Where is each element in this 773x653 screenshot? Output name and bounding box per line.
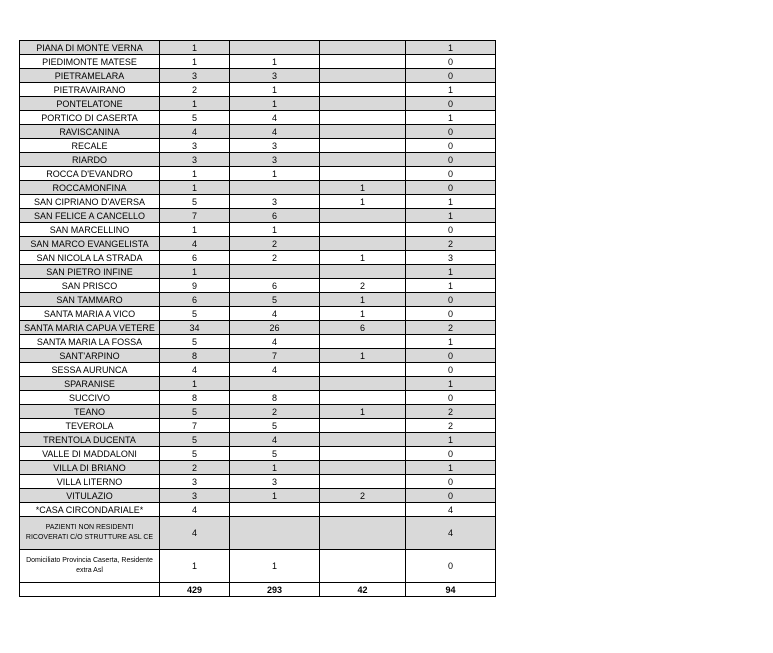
municipality-data-table	[19, 40, 496, 597]
count-cell-c3: 1	[320, 405, 406, 419]
count-cell-c2: 1	[230, 223, 320, 237]
count-cell-c1: 1	[160, 41, 230, 55]
count-cell-c2: 4	[230, 307, 320, 321]
count-cell-c4: 0	[406, 307, 496, 321]
municipality-cell: VALLE DI MADDALONI	[20, 447, 160, 461]
count-cell-c4: 4	[406, 503, 496, 517]
count-cell-c4: 0	[406, 153, 496, 167]
count-cell-c1: 2	[160, 461, 230, 475]
municipality-cell: SESSA AURUNCA	[20, 363, 160, 377]
table-row	[20, 69, 496, 83]
count-cell-c3	[320, 167, 406, 181]
municipality-cell: SPARANISE	[20, 377, 160, 391]
count-cell-c3: 1	[320, 349, 406, 363]
count-cell-c4: 1	[406, 111, 496, 125]
count-cell-c1: 5	[160, 335, 230, 349]
count-cell-c2: 3	[230, 475, 320, 489]
count-cell-c1: 429	[160, 583, 230, 597]
count-cell-c4: 0	[406, 69, 496, 83]
count-cell-c4: 0	[406, 55, 496, 69]
table-row	[20, 335, 496, 349]
municipality-cell: PAZIENTI NON RESIDENTI RICOVERATI C/O STRUTTURE ASL CE	[20, 517, 160, 550]
count-cell-c4: 94	[406, 583, 496, 597]
table-row	[20, 293, 496, 307]
table-row	[20, 433, 496, 447]
municipality-cell: VITULAZIO	[20, 489, 160, 503]
count-cell-c3: 2	[320, 489, 406, 503]
count-cell-c4: 1	[406, 195, 496, 209]
count-cell-c2: 8	[230, 391, 320, 405]
count-cell-c4: 0	[406, 125, 496, 139]
table-row	[20, 307, 496, 321]
table-row	[20, 237, 496, 251]
count-cell-c3	[320, 265, 406, 279]
municipality-cell: RAVISCANINA	[20, 125, 160, 139]
table-row	[20, 550, 496, 583]
municipality-cell: TEANO	[20, 405, 160, 419]
municipality-cell: SAN PRISCO	[20, 279, 160, 293]
municipality-cell: SANTA MARIA A VICO	[20, 307, 160, 321]
table-row	[20, 321, 496, 335]
table-row	[20, 251, 496, 265]
count-cell-c3	[320, 55, 406, 69]
count-cell-c1: 8	[160, 349, 230, 363]
count-cell-c1: 5	[160, 195, 230, 209]
count-cell-c4: 0	[406, 550, 496, 583]
count-cell-c2: 2	[230, 237, 320, 251]
count-cell-c1: 1	[160, 550, 230, 583]
count-cell-c3	[320, 223, 406, 237]
count-cell-c3: 6	[320, 321, 406, 335]
municipality-cell	[20, 583, 160, 597]
count-cell-c1: 3	[160, 139, 230, 153]
count-cell-c3: 2	[320, 279, 406, 293]
count-cell-c2: 3	[230, 195, 320, 209]
municipality-cell: ROCCAMONFINA	[20, 181, 160, 195]
municipality-cell: SAN MARCELLINO	[20, 223, 160, 237]
table-row	[20, 125, 496, 139]
table-row	[20, 517, 496, 550]
count-cell-c1: 6	[160, 251, 230, 265]
count-cell-c4: 1	[406, 377, 496, 391]
count-cell-c2: 3	[230, 69, 320, 83]
table-row	[20, 475, 496, 489]
count-cell-c1: 34	[160, 321, 230, 335]
count-cell-c2: 4	[230, 363, 320, 377]
count-cell-c3: 1	[320, 195, 406, 209]
count-cell-c4: 4	[406, 517, 496, 550]
count-cell-c1: 5	[160, 447, 230, 461]
municipality-cell: SAN NICOLA LA STRADA	[20, 251, 160, 265]
count-cell-c2: 1	[230, 97, 320, 111]
table-row	[20, 209, 496, 223]
count-cell-c4: 0	[406, 363, 496, 377]
count-cell-c4: 2	[406, 321, 496, 335]
count-cell-c4: 1	[406, 41, 496, 55]
table-row	[20, 419, 496, 433]
count-cell-c2: 6	[230, 279, 320, 293]
municipality-cell: SAN MARCO EVANGELISTA	[20, 237, 160, 251]
count-cell-c1: 3	[160, 475, 230, 489]
count-cell-c3	[320, 237, 406, 251]
count-cell-c3	[320, 475, 406, 489]
count-cell-c1: 3	[160, 489, 230, 503]
municipality-cell: SAN CIPRIANO D'AVERSA	[20, 195, 160, 209]
count-cell-c1: 1	[160, 55, 230, 69]
count-cell-c2: 1	[230, 489, 320, 503]
count-cell-c4: 0	[406, 349, 496, 363]
count-cell-c1: 8	[160, 391, 230, 405]
count-cell-c2: 293	[230, 583, 320, 597]
count-cell-c3	[320, 503, 406, 517]
count-cell-c1: 5	[160, 405, 230, 419]
table-row	[20, 349, 496, 363]
count-cell-c1: 4	[160, 363, 230, 377]
table-row	[20, 223, 496, 237]
count-cell-c1: 3	[160, 69, 230, 83]
count-cell-c3	[320, 209, 406, 223]
count-cell-c1: 1	[160, 377, 230, 391]
count-cell-c4: 0	[406, 181, 496, 195]
count-cell-c3	[320, 447, 406, 461]
count-cell-c2	[230, 181, 320, 195]
count-cell-c3	[320, 41, 406, 55]
count-cell-c2: 4	[230, 433, 320, 447]
municipality-cell: PIETRAVAIRANO	[20, 83, 160, 97]
count-cell-c2: 4	[230, 335, 320, 349]
count-cell-c4: 1	[406, 433, 496, 447]
count-cell-c3	[320, 111, 406, 125]
count-cell-c3	[320, 139, 406, 153]
count-cell-c3	[320, 377, 406, 391]
count-cell-c1: 7	[160, 209, 230, 223]
count-cell-c4: 0	[406, 167, 496, 181]
count-cell-c3	[320, 550, 406, 583]
count-cell-c3	[320, 391, 406, 405]
municipality-cell: SANT'ARPINO	[20, 349, 160, 363]
count-cell-c4: 1	[406, 83, 496, 97]
municipality-cell: SAN PIETRO INFINE	[20, 265, 160, 279]
count-cell-c1: 5	[160, 307, 230, 321]
table-row	[20, 461, 496, 475]
municipality-cell: VILLA DI BRIANO	[20, 461, 160, 475]
count-cell-c3	[320, 83, 406, 97]
municipality-cell: PONTELATONE	[20, 97, 160, 111]
count-cell-c1: 3	[160, 153, 230, 167]
count-cell-c3: 1	[320, 181, 406, 195]
municipality-cell: PIANA DI MONTE VERNA	[20, 41, 160, 55]
count-cell-c2: 2	[230, 405, 320, 419]
count-cell-c3	[320, 517, 406, 550]
count-cell-c1: 6	[160, 293, 230, 307]
count-cell-c1: 4	[160, 125, 230, 139]
table-row	[20, 139, 496, 153]
table-row	[20, 83, 496, 97]
count-cell-c3: 1	[320, 307, 406, 321]
count-cell-c1: 1	[160, 97, 230, 111]
count-cell-c2: 3	[230, 153, 320, 167]
count-cell-c1: 5	[160, 111, 230, 125]
table-row	[20, 181, 496, 195]
count-cell-c4: 0	[406, 97, 496, 111]
table-row	[20, 167, 496, 181]
table-row	[20, 279, 496, 293]
count-cell-c1: 1	[160, 167, 230, 181]
count-cell-c4: 0	[406, 489, 496, 503]
count-cell-c1: 4	[160, 237, 230, 251]
municipality-cell: RIARDO	[20, 153, 160, 167]
count-cell-c2	[230, 41, 320, 55]
count-cell-c3: 1	[320, 251, 406, 265]
count-cell-c3	[320, 363, 406, 377]
table-body	[20, 41, 496, 597]
count-cell-c4: 1	[406, 461, 496, 475]
table-row	[20, 153, 496, 167]
count-cell-c4: 0	[406, 293, 496, 307]
table-row	[20, 111, 496, 125]
table-row	[20, 55, 496, 69]
count-cell-c4: 0	[406, 139, 496, 153]
count-cell-c3	[320, 125, 406, 139]
count-cell-c2: 6	[230, 209, 320, 223]
count-cell-c2: 1	[230, 550, 320, 583]
count-cell-c2: 1	[230, 167, 320, 181]
table-row	[20, 405, 496, 419]
table-row	[20, 583, 496, 597]
municipality-cell: ROCCA D'EVANDRO	[20, 167, 160, 181]
count-cell-c2: 3	[230, 139, 320, 153]
count-cell-c3	[320, 69, 406, 83]
count-cell-c1: 1	[160, 265, 230, 279]
count-cell-c1: 4	[160, 503, 230, 517]
count-cell-c4: 2	[406, 419, 496, 433]
count-cell-c3: 42	[320, 583, 406, 597]
count-cell-c3	[320, 153, 406, 167]
municipality-cell: *CASA CIRCONDARIALE*	[20, 503, 160, 517]
count-cell-c3	[320, 97, 406, 111]
count-cell-c2: 2	[230, 251, 320, 265]
municipality-cell: SANTA MARIA CAPUA VETERE	[20, 321, 160, 335]
table-row	[20, 195, 496, 209]
count-cell-c4: 2	[406, 237, 496, 251]
count-cell-c4: 0	[406, 447, 496, 461]
count-cell-c1: 9	[160, 279, 230, 293]
count-cell-c2	[230, 265, 320, 279]
table-row	[20, 265, 496, 279]
count-cell-c2: 1	[230, 55, 320, 69]
count-cell-c2: 5	[230, 447, 320, 461]
municipality-cell: SANTA MARIA LA FOSSA	[20, 335, 160, 349]
municipality-cell: RECALE	[20, 139, 160, 153]
count-cell-c2	[230, 377, 320, 391]
count-cell-c2: 1	[230, 83, 320, 97]
count-cell-c2: 4	[230, 111, 320, 125]
count-cell-c2: 4	[230, 125, 320, 139]
table-row	[20, 503, 496, 517]
count-cell-c2: 5	[230, 419, 320, 433]
municipality-cell: TRENTOLA DUCENTA	[20, 433, 160, 447]
count-cell-c1: 4	[160, 517, 230, 550]
count-cell-c1: 1	[160, 223, 230, 237]
count-cell-c3	[320, 461, 406, 475]
count-cell-c4: 1	[406, 279, 496, 293]
count-cell-c3	[320, 335, 406, 349]
table-row	[20, 363, 496, 377]
table-row	[20, 391, 496, 405]
count-cell-c3: 1	[320, 293, 406, 307]
count-cell-c1: 7	[160, 419, 230, 433]
count-cell-c3	[320, 419, 406, 433]
count-cell-c4: 1	[406, 265, 496, 279]
count-cell-c1: 2	[160, 83, 230, 97]
table-row	[20, 41, 496, 55]
municipality-cell: PIEDIMONTE MATESE	[20, 55, 160, 69]
count-cell-c4: 0	[406, 223, 496, 237]
municipality-cell: SAN FELICE A CANCELLO	[20, 209, 160, 223]
table-row	[20, 377, 496, 391]
count-cell-c3	[320, 433, 406, 447]
municipality-cell: Domiciliato Provincia Caserta, Residente extra Asl	[20, 550, 160, 583]
table-row	[20, 447, 496, 461]
count-cell-c4: 1	[406, 209, 496, 223]
count-cell-c2	[230, 517, 320, 550]
count-cell-c2: 26	[230, 321, 320, 335]
count-cell-c4: 0	[406, 475, 496, 489]
count-cell-c2	[230, 503, 320, 517]
count-cell-c4: 2	[406, 405, 496, 419]
count-cell-c4: 3	[406, 251, 496, 265]
municipality-cell: SUCCIVO	[20, 391, 160, 405]
municipality-cell: VILLA LITERNO	[20, 475, 160, 489]
count-cell-c4: 1	[406, 335, 496, 349]
table-row	[20, 97, 496, 111]
count-cell-c1: 1	[160, 181, 230, 195]
municipality-cell: TEVEROLA	[20, 419, 160, 433]
municipality-cell: SAN TAMMARO	[20, 293, 160, 307]
table-row	[20, 489, 496, 503]
count-cell-c1: 5	[160, 433, 230, 447]
count-cell-c2: 7	[230, 349, 320, 363]
municipality-cell: PORTICO DI CASERTA	[20, 111, 160, 125]
count-cell-c2: 5	[230, 293, 320, 307]
count-cell-c4: 0	[406, 391, 496, 405]
count-cell-c2: 1	[230, 461, 320, 475]
municipality-cell: PIETRAMELARA	[20, 69, 160, 83]
